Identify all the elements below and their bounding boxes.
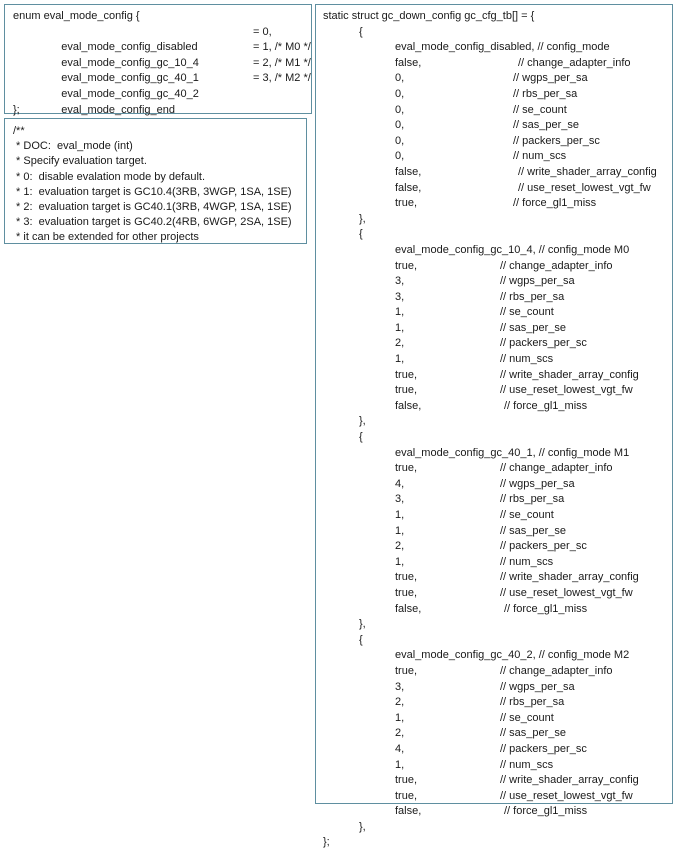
field-value: true, bbox=[395, 664, 418, 677]
field-line bbox=[323, 290, 672, 306]
field-comment: // force_gl1_miss bbox=[504, 399, 588, 412]
field-comment: // write_shader_array_config bbox=[500, 368, 639, 381]
close-brace: }, bbox=[359, 618, 366, 631]
field-value: false, bbox=[395, 165, 422, 178]
field-line bbox=[323, 321, 672, 337]
field-line bbox=[323, 399, 672, 415]
field-value: 2, bbox=[395, 727, 405, 740]
field-line bbox=[323, 103, 672, 119]
enum-entry-value: = 3, /* M2 */ bbox=[253, 72, 311, 85]
field-comment: // wgps_per_sa bbox=[513, 72, 588, 85]
field-value: 3, bbox=[395, 680, 405, 693]
field-value: 4, bbox=[395, 477, 405, 490]
field-line bbox=[323, 181, 672, 197]
field-comment: // rbs_per_sa bbox=[500, 493, 565, 506]
field-value: true, bbox=[395, 197, 418, 210]
doc-line: * 3: evaluation target is GC40.2(4RB, 6WGP, 2SA, 1SE) bbox=[13, 216, 292, 229]
open-brace: { bbox=[359, 25, 363, 38]
field-value: false, bbox=[395, 602, 422, 615]
field-value: true, bbox=[395, 571, 418, 584]
field-value: 4, bbox=[395, 742, 405, 755]
field-line bbox=[323, 196, 672, 212]
field-value: 0, bbox=[395, 87, 405, 100]
field-comment: // sas_per_se bbox=[500, 727, 567, 740]
doc-line: /** bbox=[13, 125, 25, 137]
field-value: false, bbox=[395, 399, 422, 412]
struct-footer: }; bbox=[323, 836, 330, 849]
close-brace: }, bbox=[359, 820, 366, 833]
enum-footer: }; bbox=[13, 103, 20, 116]
field-value: 3, bbox=[395, 290, 405, 303]
field-line bbox=[323, 804, 672, 820]
close-brace: }, bbox=[359, 415, 366, 428]
field-comment: // se_count bbox=[500, 711, 554, 724]
field-value: 1, bbox=[395, 524, 405, 537]
field-line bbox=[323, 71, 672, 87]
field-value: 0, bbox=[395, 72, 405, 85]
enum-entry bbox=[13, 71, 311, 100]
config-mode-line: eval_mode_config_gc_10_4, // config_mode M0 bbox=[395, 243, 630, 256]
field-comment: // packers_per_sc bbox=[500, 540, 587, 553]
config-mode-line: eval_mode_config_gc_40_1, // config_mode M1 bbox=[395, 446, 630, 459]
field-line bbox=[323, 664, 672, 680]
open-brace: { bbox=[359, 633, 363, 646]
field-value: 2, bbox=[395, 696, 405, 709]
field-comment: // rbs_per_sa bbox=[500, 696, 565, 709]
field-value: 1, bbox=[395, 509, 405, 521]
field-line bbox=[323, 305, 672, 321]
field-line bbox=[323, 118, 672, 134]
field-line bbox=[323, 87, 672, 103]
field-comment: // force_gl1_miss bbox=[504, 805, 588, 818]
field-value: true, bbox=[395, 462, 418, 475]
enum-entry-name: eval_mode_config_gc_40_2 bbox=[61, 87, 199, 100]
field-value: 1, bbox=[395, 353, 405, 366]
doc-line: * 2: evaluation target is GC40.1(3RB, 4WGP, 1SA, 1SE) bbox=[13, 200, 292, 213]
doc-line: * 1: evaluation target is GC10.4(3RB, 3WGP, 1SA, 1SE) bbox=[13, 185, 292, 198]
open-brace: { bbox=[359, 431, 363, 444]
field-value: true, bbox=[395, 384, 418, 397]
field-line bbox=[323, 274, 672, 290]
doc-line: * it can be extended for other projects bbox=[13, 231, 199, 244]
enum-entry-value: = 0, bbox=[253, 25, 272, 38]
field-line bbox=[323, 539, 672, 555]
field-value: false, bbox=[395, 181, 422, 194]
field-line bbox=[323, 477, 672, 493]
field-comment: // wgps_per_sa bbox=[500, 275, 575, 288]
field-value: true, bbox=[395, 774, 418, 787]
field-value: 3, bbox=[395, 493, 405, 506]
enum-entry-name: eval_mode_config_end bbox=[61, 103, 175, 116]
doc-line: * 0: disable evalation mode by default. bbox=[13, 170, 206, 183]
field-comment: // change_adapter_info bbox=[500, 259, 613, 272]
field-line bbox=[323, 711, 672, 727]
struct-code-block bbox=[315, 4, 673, 849]
enum-entry-value: = 1, /* M0 */ bbox=[253, 41, 311, 54]
doc-line: * DOC: eval_mode (int) bbox=[13, 140, 133, 153]
doc-comment-block bbox=[4, 118, 307, 244]
field-comment: // packers_per_sc bbox=[500, 337, 587, 350]
field-line bbox=[323, 56, 672, 72]
field-value: 1, bbox=[395, 758, 405, 771]
field-value: 2, bbox=[395, 540, 405, 553]
field-line bbox=[323, 336, 672, 352]
field-line bbox=[323, 165, 672, 181]
field-value: 0, bbox=[395, 150, 405, 163]
field-value: 2, bbox=[395, 337, 405, 350]
field-line bbox=[323, 773, 672, 789]
config-mode-line: eval_mode_config_disabled, // config_mode bbox=[395, 41, 610, 54]
field-comment: // use_reset_lowest_vgt_fw bbox=[500, 384, 633, 397]
field-line bbox=[323, 695, 672, 711]
field-comment: // rbs_per_sa bbox=[500, 290, 565, 303]
field-comment: // sas_per_se bbox=[513, 119, 580, 132]
field-value: 1, bbox=[395, 306, 405, 319]
field-value: true, bbox=[395, 259, 418, 272]
field-comment: // use_reset_lowest_vgt_fw bbox=[500, 586, 633, 599]
enum-entry-name: eval_mode_config_disabled bbox=[61, 41, 198, 54]
field-line bbox=[323, 134, 672, 150]
field-comment: // use_reset_lowest_vgt_fw bbox=[500, 789, 633, 802]
enum-entry bbox=[13, 87, 311, 116]
field-line bbox=[323, 368, 672, 384]
field-line bbox=[323, 383, 672, 399]
field-comment: // wgps_per_sa bbox=[500, 680, 575, 693]
field-line bbox=[323, 680, 672, 696]
field-value: 0, bbox=[395, 103, 405, 116]
field-line bbox=[323, 602, 672, 618]
field-comment: // change_adapter_info bbox=[518, 56, 631, 69]
field-line bbox=[323, 586, 672, 602]
field-line bbox=[323, 352, 672, 368]
field-comment: // change_adapter_info bbox=[500, 462, 613, 475]
field-comment: // sas_per_se bbox=[500, 524, 567, 537]
field-comment: // write_shader_array_config bbox=[500, 774, 639, 787]
field-line bbox=[323, 149, 672, 165]
field-comment: // num_scs bbox=[500, 555, 554, 568]
field-value: false, bbox=[395, 805, 422, 818]
open-brace: { bbox=[359, 228, 363, 241]
field-comment: // use_reset_lowest_vgt_fw bbox=[518, 181, 651, 194]
enum-header: enum eval_mode_config { bbox=[13, 10, 140, 22]
field-line bbox=[323, 524, 672, 540]
field-line bbox=[323, 461, 672, 477]
field-value: true, bbox=[395, 586, 418, 599]
field-line bbox=[323, 570, 672, 586]
enum-code-block bbox=[4, 4, 312, 114]
field-line bbox=[323, 508, 672, 524]
field-value: 0, bbox=[395, 119, 405, 132]
field-comment: // write_shader_array_config bbox=[500, 571, 639, 584]
close-brace: }, bbox=[359, 212, 366, 225]
field-comment: // num_scs bbox=[500, 758, 554, 771]
field-line bbox=[323, 726, 672, 742]
field-value: 3, bbox=[395, 275, 405, 288]
field-line bbox=[323, 259, 672, 275]
field-comment: // rbs_per_sa bbox=[513, 87, 578, 100]
field-comment: // force_gl1_miss bbox=[504, 602, 588, 615]
field-value: 0, bbox=[395, 134, 405, 147]
struct-header: static struct gc_down_config gc_cfg_tb[] = { bbox=[323, 10, 535, 22]
config-mode-line: eval_mode_config_gc_40_2, // config_mode M2 bbox=[395, 649, 630, 662]
field-value: 1, bbox=[395, 321, 405, 334]
field-line bbox=[323, 555, 672, 571]
field-comment: // num_scs bbox=[500, 353, 554, 366]
doc-line: * Specify evaluation target. bbox=[13, 155, 147, 168]
field-value: true, bbox=[395, 789, 418, 802]
enum-entry-name: eval_mode_config_gc_40_1 bbox=[61, 72, 199, 85]
field-comment: // sas_per_se bbox=[500, 321, 567, 334]
field-comment: // packers_per_sc bbox=[500, 742, 587, 755]
field-value: 1, bbox=[395, 711, 405, 724]
field-comment: // packers_per_sc bbox=[513, 134, 600, 147]
field-value: true, bbox=[395, 368, 418, 381]
field-line bbox=[323, 758, 672, 774]
field-value: false, bbox=[395, 56, 422, 69]
field-line bbox=[323, 742, 672, 758]
field-comment: // force_gl1_miss bbox=[513, 197, 597, 210]
field-comment: // wgps_per_sa bbox=[500, 477, 575, 490]
field-value: 1, bbox=[395, 555, 405, 568]
field-line bbox=[323, 492, 672, 508]
field-comment: // se_count bbox=[500, 509, 554, 521]
field-line bbox=[323, 789, 672, 805]
field-comment: // change_adapter_info bbox=[500, 664, 613, 677]
field-comment: // write_shader_array_config bbox=[518, 165, 657, 178]
enum-entry-name: eval_mode_config_gc_10_4 bbox=[61, 56, 199, 69]
field-comment: // num_scs bbox=[513, 150, 567, 163]
field-comment: // se_count bbox=[500, 306, 554, 319]
enum-entry-value: = 2, /* M1 */ bbox=[253, 56, 311, 69]
field-comment: // se_count bbox=[513, 103, 567, 116]
